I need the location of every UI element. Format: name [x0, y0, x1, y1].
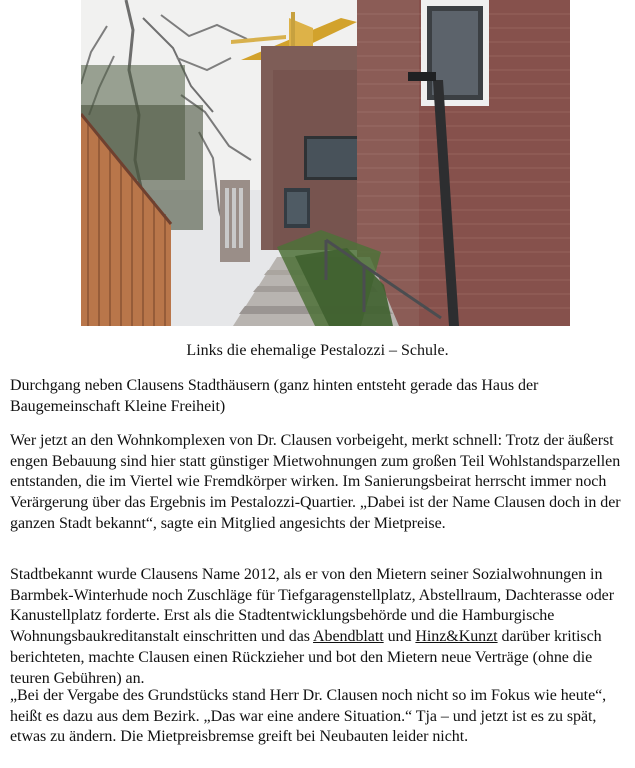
- paragraph-3-text-before: Stadtbekannt wurde Clausens Name 2012, als er von den Mietern seiner Sozialwohnungen in Barmbek-Winterhude noch Zuschläge für Tiefgaragenstellplatz, Abstellraum, Dachterasse oder Kanustellplatz forderte. Erst als die Stadtentwicklungsbehörde und die Hamburgische Wohnungsbaukreditanstalt einschritten und das: [10, 566, 614, 646]
- paragraph-4: „Bei der Vergabe des Grundstücks stand Herr Dr. Clausen noch nicht so im Fokus wie heute“, heißt es dazu aus dem Bezirk. „Das war eine andere Situation.“ Tja – und jetzt ist es zu spät, etwas zu ändern. Die Mietpreisbremse greift bei Neubauten leider nicht.: [10, 687, 607, 746]
- photo-caption: Links die ehemalige Pestalozzi – Schule.: [186, 342, 449, 359]
- paragraph-3: [10, 565, 625, 689]
- paragraph-3-text-after: darüber kritisch berichteten, machte Clausen einen Rückzieher und bot den Mietern neue Verträge (ohne die teuren Gebühren) an.: [10, 628, 602, 687]
- paragraph-1: Durchgang neben Clausens Stadthäusern (ganz hinten entsteht gerade das Haus der Baugemeinschaft Kleine Freiheit): [10, 377, 539, 415]
- street-photo: [81, 0, 570, 326]
- paragraph-2: Wer jetzt an den Wohnkomplexen von Dr. Clausen vorbeigeht, merkt schnell: Trotz der äußerst engen Bebauung sind hier statt günstiger Mietwohnungen zum großen Teil Wohlstandsparzellen entstanden, die im Viertel wie Fremdkörper wirken. Im Sanierungsbeirat herrscht immer noch Verärgerung über das Ergebnis im Pestalozzi-Quartier. „Dabei ist der Name Clausen doch in der ganzen Stadt bekannt“, sagte ein Mitglied angesichts der Mietpreise.: [10, 432, 621, 532]
- street-photo-illustration: [81, 0, 570, 326]
- abendblatt-link[interactable]: Abendblatt: [313, 628, 384, 646]
- hinz-kunzt-link[interactable]: Hinz&Kunzt: [415, 628, 498, 646]
- paragraph-3-text-middle: und: [383, 628, 416, 646]
